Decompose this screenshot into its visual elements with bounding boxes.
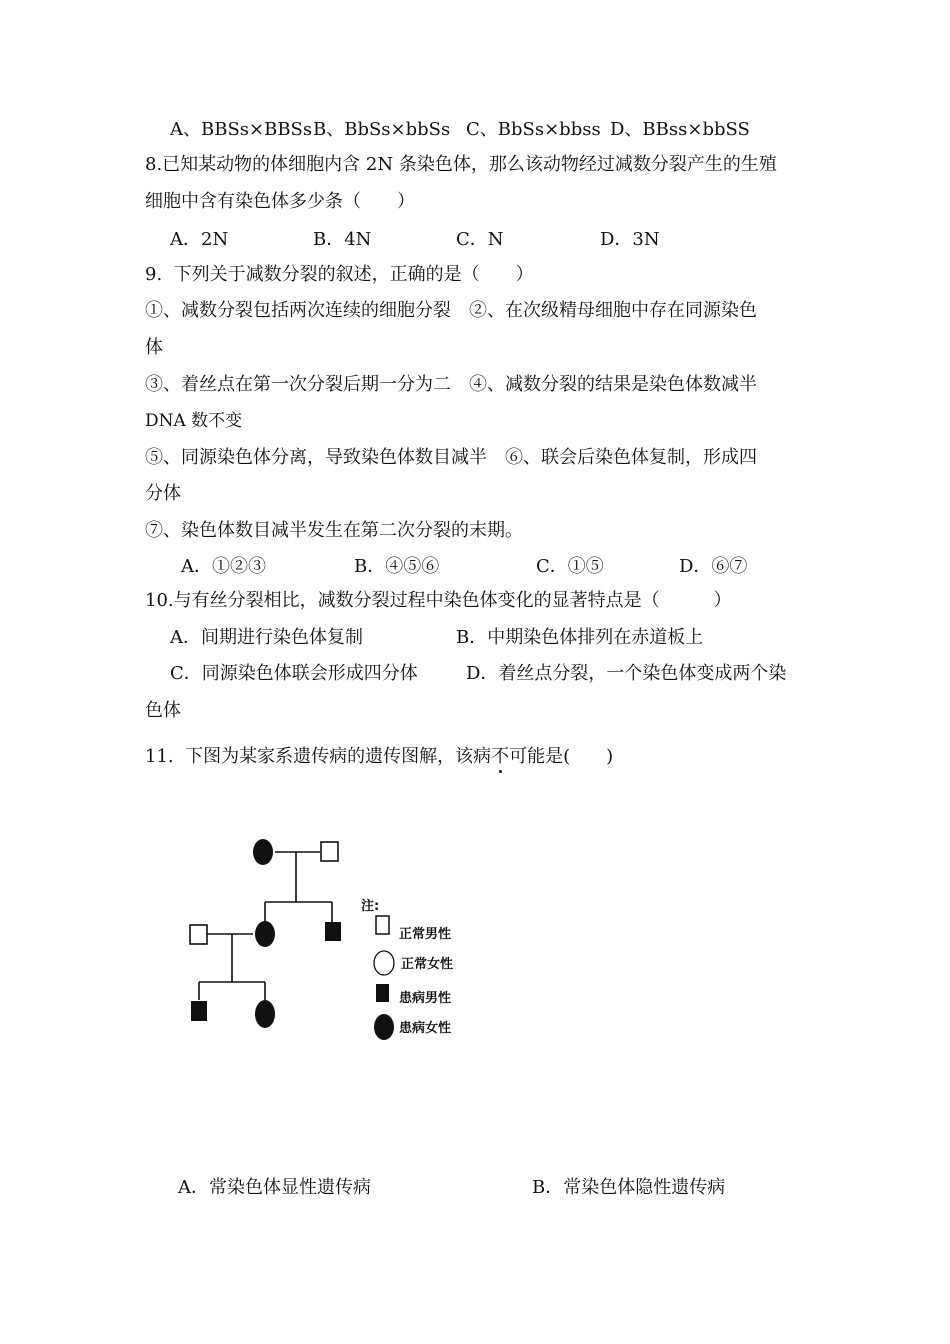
q7-option-c: C、BbSs×bbss: [466, 119, 601, 140]
q9-statement-line: DNA 数不变: [145, 411, 243, 431]
legend-normal-female-label: 正常女性: [401, 957, 454, 972]
legend-affected-female-label: 患病女性: [399, 1021, 452, 1036]
q9-statement-line: ③、着丝点在第一次分裂后期一分为二 ④、减数分裂的结果是染色体数减半: [145, 374, 757, 395]
gen1-affected-female: [253, 839, 273, 865]
q9-option-b: B．④⑤⑥: [354, 556, 440, 577]
q8-option-d: D．3N: [600, 229, 660, 250]
q8-option-c: C．N: [456, 229, 504, 250]
q8-stem-line2: 细胞中含有染色体多少条（ ）: [145, 191, 415, 212]
q7-option-d: D、BBss×bbSS: [610, 119, 750, 140]
q11-option-a: A．常染色体显性遗传病: [178, 1177, 371, 1198]
q10-stem: 10.与有丝分裂相比，减数分裂过程中染色体变化的显著特点是（ ）: [145, 590, 732, 611]
legend-normal-female-icon: [374, 951, 394, 975]
gen2-affected-male: [325, 922, 341, 941]
gen3-affected-female: [255, 1000, 275, 1028]
gen3-affected-male: [191, 1001, 207, 1021]
q11-stem-emphasis: 不: [491, 746, 510, 767]
legend-affected-female-icon: [374, 1014, 394, 1040]
q9-statement-line: ⑦、染色体数目减半发生在第二次分裂的末期。: [145, 520, 523, 541]
q10-option-d-line2: 色体: [145, 700, 181, 721]
q7-option-a: A、BBSs×BBSs: [170, 119, 313, 140]
gen2-normal-male-spouse: [190, 925, 207, 944]
legend-normal-male-label: 正常男性: [399, 927, 452, 942]
q11-stem: [145, 745, 613, 769]
legend-affected-male-label: 患病男性: [399, 991, 452, 1006]
q10-option-a: A．间期进行染色体复制: [170, 627, 363, 648]
q8-option-b: B．4N: [313, 229, 372, 250]
q9-statement-line: 分体: [145, 483, 181, 504]
legend-title: 注:: [361, 899, 380, 914]
q9-statement-line: ①、减数分裂包括两次连续的细胞分裂 ②、在次级精母细胞中存在同源染色: [145, 300, 757, 321]
pedigree-diagram: [180, 820, 500, 1050]
q10-option-c: C．同源染色体联会形成四分体: [170, 663, 418, 684]
q9-option-c: C．①⑤: [536, 556, 604, 577]
gen1-normal-male: [321, 842, 338, 861]
q9-option-a: A．①②③: [181, 556, 266, 577]
q9-statement-line: 体: [145, 337, 163, 358]
q9-option-d: D．⑥⑦: [679, 556, 748, 577]
legend-normal-male-icon: [376, 916, 389, 934]
q9-statement-line: ⑤、同源染色体分离，导致染色体数目减半 ⑥、联会后染色体复制，形成四: [145, 447, 757, 468]
q11-option-b: B．常染色体隐性遗传病: [532, 1177, 726, 1198]
q11-stem-pre: 11. 下图为某家系遗传病的遗传图解，该病: [145, 746, 492, 767]
q11-stem-post: 可能是( ): [509, 746, 614, 767]
q10-option-d-line1: D．着丝点分裂，一个染色体变成两个染: [466, 663, 787, 684]
q9-stem: 9. 下列关于减数分裂的叙述，正确的是（ ）: [145, 264, 534, 285]
q10-option-b: B．中期染色体排列在赤道板上: [456, 627, 704, 648]
gen2-affected-female: [255, 921, 275, 947]
q7-option-b: B、BbSs×bbSs: [313, 119, 451, 140]
q8-stem-line1: 8.已知某动物的体细胞内含 2N 条染色体，那么该动物经过减数分裂产生的生殖: [145, 154, 777, 175]
q8-option-a: A．2N: [170, 229, 229, 250]
legend-affected-male-icon: [376, 984, 389, 1002]
